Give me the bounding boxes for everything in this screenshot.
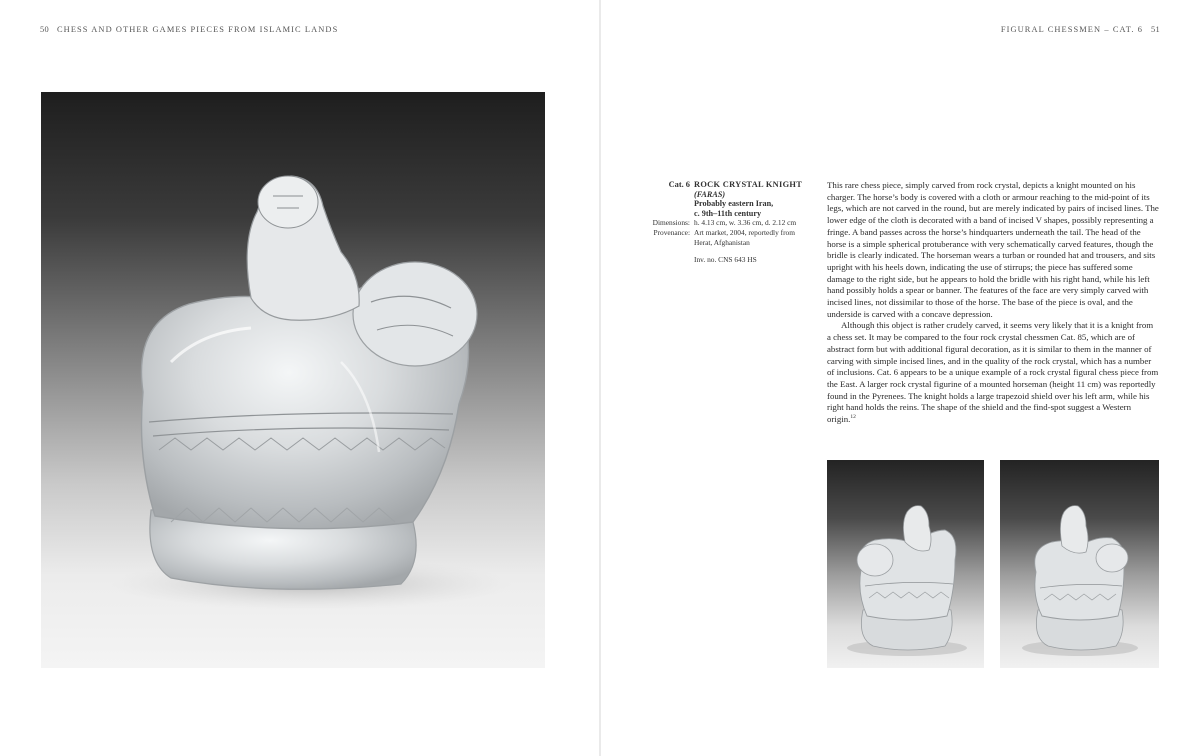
crystal-knight-back-illustration — [1000, 460, 1159, 668]
dimensions-row — [612, 218, 812, 228]
paragraph-1: This rare chess piece, simply carved from rock crystal, depicts a knight mounted on his charger. The horse’s body is covered with a cloth or armour reaching to the mid-point of its legs, which are not carved in the round, but are merely indicated by pairs of incised lines. The lower edge of the cloth is decorated with a band of incised V shapes, possibly representing a fringe. A band passes across the horse’s hindquarters underneath the tail. The head of the horse is a simple spherical protuberance with very schematically carved features, though the bridle is clearly indicated. The horseman wears a turban or rounded hat and trousers, and sits upright with his heels down, indicating the use of stirrups; the piece has suffered some damage to the right side, but he appears to hold the bridle with his right hand, while his left hand possibly holds a spear or banner. The features of the face are very simply carved with incised lines, not dissimilar to those of the horse. The base of the piece is oval, and the underside is carved with a concave depression. — [827, 180, 1159, 319]
dimensions-value: h. 4.13 cm, w. 3.36 cm, d. 2.12 cm — [694, 218, 797, 228]
left-running-head — [40, 25, 338, 34]
provenance-row — [612, 228, 812, 247]
rock-crystal-knight-photo — [41, 92, 545, 668]
object-origin: Probably eastern Iran, — [694, 199, 774, 209]
paragraph-2 — [827, 320, 1159, 425]
provenance-label: Provenance: — [653, 227, 690, 237]
crystal-knight-side-illustration — [827, 460, 984, 668]
provenance-value: Art market, 2004, reportedly from Herat, Afghanistan — [694, 227, 795, 247]
rock-crystal-knight-side-view — [827, 460, 984, 668]
inventory-number: Inv. no. CNS 643 HS — [694, 255, 757, 265]
object-title: ROCK CRYSTAL KNIGHT — [694, 180, 803, 189]
paragraph-2-text: Although this object is rather crudely carved, it seems very likely that it is a knight from a chess set. It may be compared to the four rock crystal chessmen Cat. 85, which are of abstract form but with additional figural decoration, as it is similar to them in the manner of carving with simple incised lines, and in the quality of the rock crystal, which has a number of inclusions. Cat. 6 appears to be a unique example of a rock crystal figural chess piece from the East. A larger rock crystal figurine of a mounted horseman (height 11 cm) was reportedly found in the Pyrenees. The knight holds a large trapezoid shield over his left arm, while his right hand holds the reins. The shape of the shield and the find-spot suggest a Western origin. — [827, 320, 1159, 425]
object-date: c. 9th–11th century — [694, 208, 762, 218]
right-running-title: FIGURAL CHESSMEN – CAT. 6 — [1000, 25, 1144, 34]
catalog-heading — [694, 180, 812, 218]
gutter-shadow — [599, 0, 601, 756]
body-text — [827, 180, 1159, 426]
crystal-knight-illustration — [41, 92, 545, 668]
footnote-reference: 12 — [850, 414, 856, 421]
left-page-number: 50 — [40, 25, 49, 34]
left-running-title: CHESS AND OTHER GAMES PIECES FROM ISLAMIC LANDS — [56, 25, 339, 34]
catalog-entry — [612, 180, 812, 265]
catalog-heading-row — [612, 180, 812, 218]
right-running-head — [1001, 25, 1160, 34]
arabic-name: (FARAS) — [694, 189, 726, 199]
dimensions-label: Dimensions: — [652, 218, 690, 228]
rock-crystal-knight-back-view — [1000, 460, 1159, 668]
catalog-number: Cat. 6 — [668, 180, 690, 189]
right-page-number: 51 — [1151, 25, 1160, 34]
